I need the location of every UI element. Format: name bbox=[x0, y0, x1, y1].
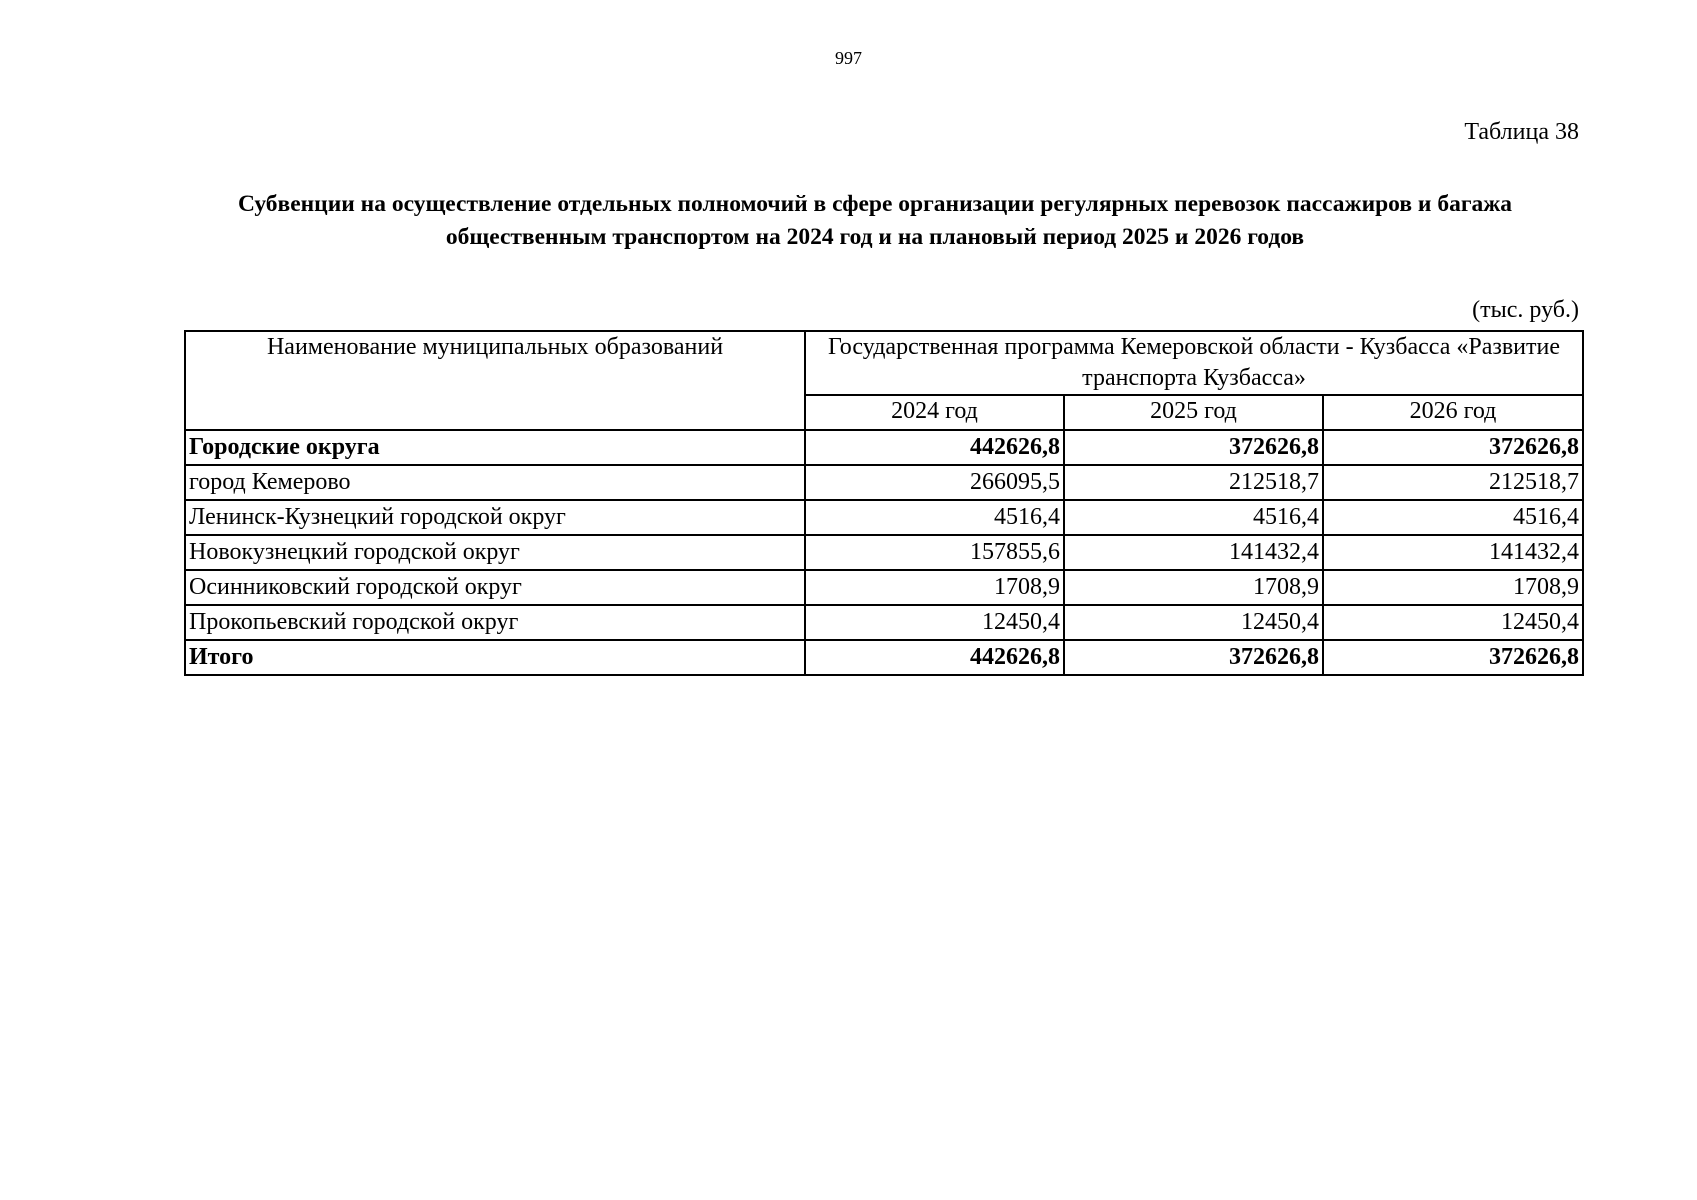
table-label: Таблица 38 bbox=[1464, 119, 1579, 145]
table-row bbox=[185, 465, 1583, 500]
value-2026-cell: 12450,4 bbox=[1323, 605, 1583, 640]
table-row bbox=[185, 535, 1583, 570]
value-2026-cell: 1708,9 bbox=[1323, 570, 1583, 605]
value-2026-cell: 141432,4 bbox=[1323, 535, 1583, 570]
table-row bbox=[185, 640, 1583, 675]
municipality-name-cell: Итого bbox=[185, 640, 805, 675]
value-2025-cell: 1708,9 bbox=[1064, 570, 1323, 605]
table-body bbox=[185, 430, 1583, 675]
value-2025-cell: 12450,4 bbox=[1064, 605, 1323, 640]
header-year-2026: 2026 год bbox=[1323, 395, 1583, 430]
value-2025-cell: 372626,8 bbox=[1064, 640, 1323, 675]
value-2024-cell: 266095,5 bbox=[805, 465, 1064, 500]
municipality-name-cell: Осинниковский городской округ bbox=[185, 570, 805, 605]
value-2024-cell: 157855,6 bbox=[805, 535, 1064, 570]
units-label: (тыс. руб.) bbox=[1472, 297, 1579, 323]
table-row bbox=[185, 500, 1583, 535]
value-2024-cell: 4516,4 bbox=[805, 500, 1064, 535]
value-2026-cell: 212518,7 bbox=[1323, 465, 1583, 500]
municipality-name-cell: город Кемерово bbox=[185, 465, 805, 500]
value-2026-cell: 4516,4 bbox=[1323, 500, 1583, 535]
table-row bbox=[185, 605, 1583, 640]
subsidies-table bbox=[184, 330, 1584, 676]
value-2025-cell: 141432,4 bbox=[1064, 535, 1323, 570]
value-2025-cell: 4516,4 bbox=[1064, 500, 1323, 535]
value-2025-cell: 372626,8 bbox=[1064, 430, 1323, 465]
value-2026-cell: 372626,8 bbox=[1323, 430, 1583, 465]
page-number: 997 bbox=[835, 48, 862, 68]
document-title: Субвенции на осуществление отдельных полномочий в сфере организации регулярных перевозок пассажиров и багажа общественным транспортом на 2024 год и на плановый период 2025 и 2026 годов bbox=[237, 191, 1513, 250]
header-year-2024: 2024 год bbox=[805, 395, 1064, 430]
header-program: Государственная программа Кемеровской области - Кузбасса «Развитие транспорта Кузбасса» bbox=[805, 331, 1583, 395]
municipality-name-cell: Ленинск-Кузнецкий городской округ bbox=[185, 500, 805, 535]
value-2024-cell: 1708,9 bbox=[805, 570, 1064, 605]
value-2026-cell: 372626,8 bbox=[1323, 640, 1583, 675]
value-2024-cell: 12450,4 bbox=[805, 605, 1064, 640]
header-municipality: Наименование муниципальных образований bbox=[185, 331, 805, 430]
value-2024-cell: 442626,8 bbox=[805, 430, 1064, 465]
municipality-name-cell: Прокопьевский городской округ bbox=[185, 605, 805, 640]
table-header-row bbox=[185, 331, 1583, 395]
header-year-2025: 2025 год bbox=[1064, 395, 1323, 430]
table-row bbox=[185, 430, 1583, 465]
municipality-name-cell: Новокузнецкий городской округ bbox=[185, 535, 805, 570]
value-2024-cell: 442626,8 bbox=[805, 640, 1064, 675]
value-2025-cell: 212518,7 bbox=[1064, 465, 1323, 500]
municipality-name-cell: Городские округа bbox=[185, 430, 805, 465]
table-row bbox=[185, 570, 1583, 605]
